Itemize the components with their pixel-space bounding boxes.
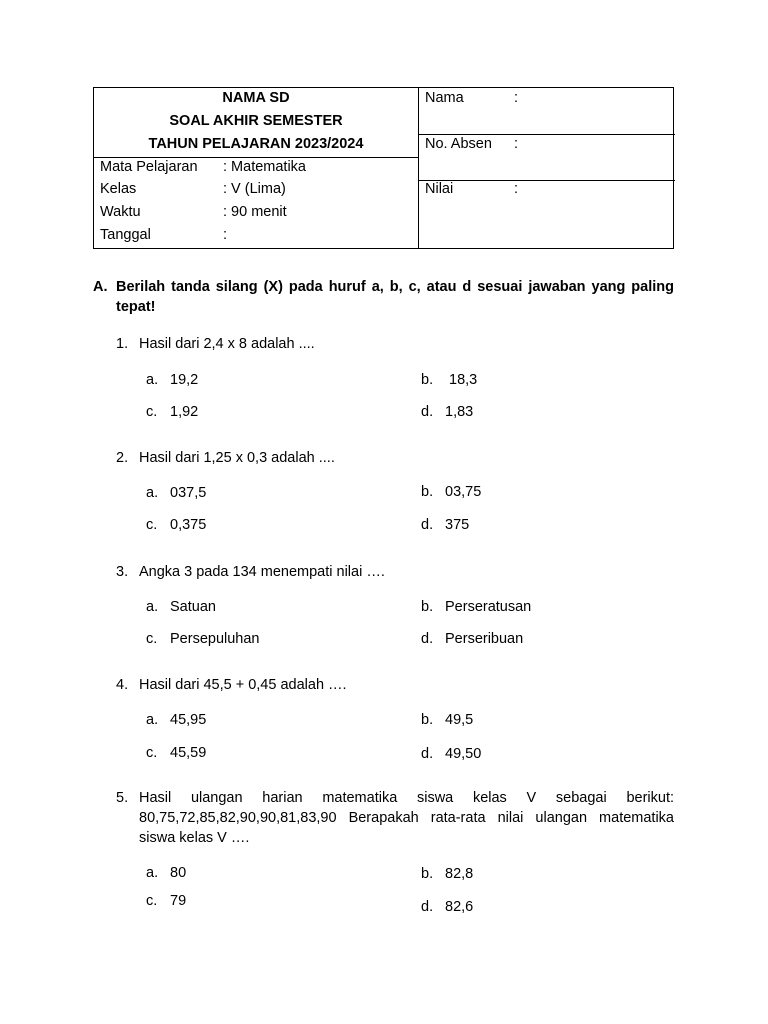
q1-option-d[interactable] xyxy=(421,403,473,421)
info-value-class: : V (Lima) xyxy=(223,181,286,197)
option-text: 79 xyxy=(170,893,187,909)
option-letter: d. xyxy=(421,746,434,762)
option-text: 80 xyxy=(170,865,187,881)
q1-option-b[interactable] xyxy=(421,371,477,389)
option-text: Perseribuan xyxy=(445,631,524,647)
option-text: 45,95 xyxy=(170,712,207,728)
question-text: Hasil dari 45,5 + 0,45 adalah …. xyxy=(139,677,347,693)
option-text: 82,6 xyxy=(445,899,474,915)
exam-title: SOAL AKHIR SEMESTER xyxy=(169,113,343,129)
section-a xyxy=(93,277,674,317)
option-text: 49,5 xyxy=(445,712,474,728)
info-value-date: : xyxy=(223,227,228,243)
question-text: Hasil ulangan harian matematika siswa kelas V sebagai berikut: 80,75,72,85,82,90,90,81,83,90 Berapakah rata-rata nilai ulangan matematika siswa kelas V …. xyxy=(139,790,674,846)
option-text: 19,2 xyxy=(170,372,199,388)
question-2 xyxy=(116,448,674,468)
q2-option-c[interactable] xyxy=(146,516,206,534)
option-letter: a. xyxy=(146,712,159,728)
option-text: 82,8 xyxy=(445,866,474,882)
question-number: 3. xyxy=(116,564,129,580)
option-text: 18,3 xyxy=(445,372,478,388)
option-letter: a. xyxy=(146,372,159,388)
header-table xyxy=(93,87,674,249)
option-text: Perseratusan xyxy=(445,599,532,615)
section-letter: A. xyxy=(93,279,108,295)
q5-option-b[interactable] xyxy=(421,865,473,883)
info-label-subject: Mata Pelajaran xyxy=(100,159,198,175)
q1-option-c[interactable] xyxy=(146,403,198,421)
option-letter: c. xyxy=(146,517,158,533)
q5-option-c[interactable] xyxy=(146,892,186,910)
q1-option-a[interactable] xyxy=(146,371,198,389)
q4-option-c[interactable] xyxy=(146,744,206,762)
student-label-score: Nilai xyxy=(425,181,454,197)
question-number: 4. xyxy=(116,677,129,693)
question-number: 5. xyxy=(116,790,129,806)
option-letter: d. xyxy=(421,404,434,420)
q4-option-d[interactable] xyxy=(421,745,481,763)
q5-option-d[interactable] xyxy=(421,898,473,916)
school-name: NAMA SD xyxy=(222,90,290,106)
question-number: 1. xyxy=(116,336,129,352)
student-label-number: No. Absen xyxy=(425,136,492,152)
header-divider-vertical xyxy=(418,88,419,248)
question-5 xyxy=(116,788,674,848)
info-label-date: Tanggal xyxy=(100,227,151,243)
option-letter: b. xyxy=(421,712,434,728)
option-letter: b. xyxy=(421,484,434,500)
q4-option-a[interactable] xyxy=(146,711,206,729)
q3-option-a[interactable] xyxy=(146,598,216,616)
info-value-time: : 90 menit xyxy=(223,204,287,220)
option-text: 49,50 xyxy=(445,746,482,762)
question-text: Hasil dari 1,25 x 0,3 adalah .... xyxy=(139,450,335,466)
option-letter: c. xyxy=(146,404,158,420)
option-letter: c. xyxy=(146,893,158,909)
option-text: 03,75 xyxy=(445,484,482,500)
option-letter: d. xyxy=(421,631,434,647)
question-number: 2. xyxy=(116,450,129,466)
option-text: Satuan xyxy=(170,599,216,615)
info-label-class: Kelas xyxy=(100,181,137,197)
option-letter: a. xyxy=(146,485,159,501)
student-value-number[interactable]: : xyxy=(514,136,519,152)
option-text: Persepuluhan xyxy=(170,631,260,647)
option-letter: d. xyxy=(421,899,434,915)
student-label-name: Nama xyxy=(425,90,464,106)
header-divider-right-2 xyxy=(418,180,675,181)
option-letter: b. xyxy=(421,372,434,388)
question-4 xyxy=(116,675,674,695)
option-text: 037,5 xyxy=(170,485,207,501)
info-label-time: Waktu xyxy=(100,204,141,220)
option-text: 0,375 xyxy=(170,517,207,533)
option-text: 1,83 xyxy=(445,404,474,420)
question-3 xyxy=(116,562,674,582)
option-text: 375 xyxy=(445,517,470,533)
option-letter: b. xyxy=(421,599,434,615)
q2-option-a[interactable] xyxy=(146,484,206,502)
question-1 xyxy=(116,334,674,354)
q3-option-c[interactable] xyxy=(146,630,260,648)
section-instruction: Berilah tanda silang (X) pada huruf a, b, c, atau d sesuai jawaban yang paling tepat! xyxy=(116,279,674,315)
q4-option-b[interactable] xyxy=(421,711,473,729)
option-text: 1,92 xyxy=(170,404,199,420)
student-value-name[interactable]: : xyxy=(514,90,519,106)
option-letter: b. xyxy=(421,866,434,882)
option-letter: c. xyxy=(146,631,158,647)
q2-option-d[interactable] xyxy=(421,516,469,534)
option-letter: d. xyxy=(421,517,434,533)
info-value-subject: : Matematika xyxy=(223,159,306,175)
question-text: Angka 3 pada 134 menempati nilai …. xyxy=(139,564,385,580)
option-letter: a. xyxy=(146,599,159,615)
option-letter: a. xyxy=(146,865,159,881)
option-letter: c. xyxy=(146,745,158,761)
option-text: 45,59 xyxy=(170,745,207,761)
q2-option-b[interactable] xyxy=(421,483,481,501)
question-text: Hasil dari 2,4 x 8 adalah .... xyxy=(139,336,315,352)
q3-option-b[interactable] xyxy=(421,598,531,616)
q3-option-d[interactable] xyxy=(421,630,523,648)
student-value-score[interactable]: : xyxy=(514,181,519,197)
academic-year: TAHUN PELAJARAN 2023/2024 xyxy=(148,136,364,152)
q5-option-a[interactable] xyxy=(146,864,186,882)
